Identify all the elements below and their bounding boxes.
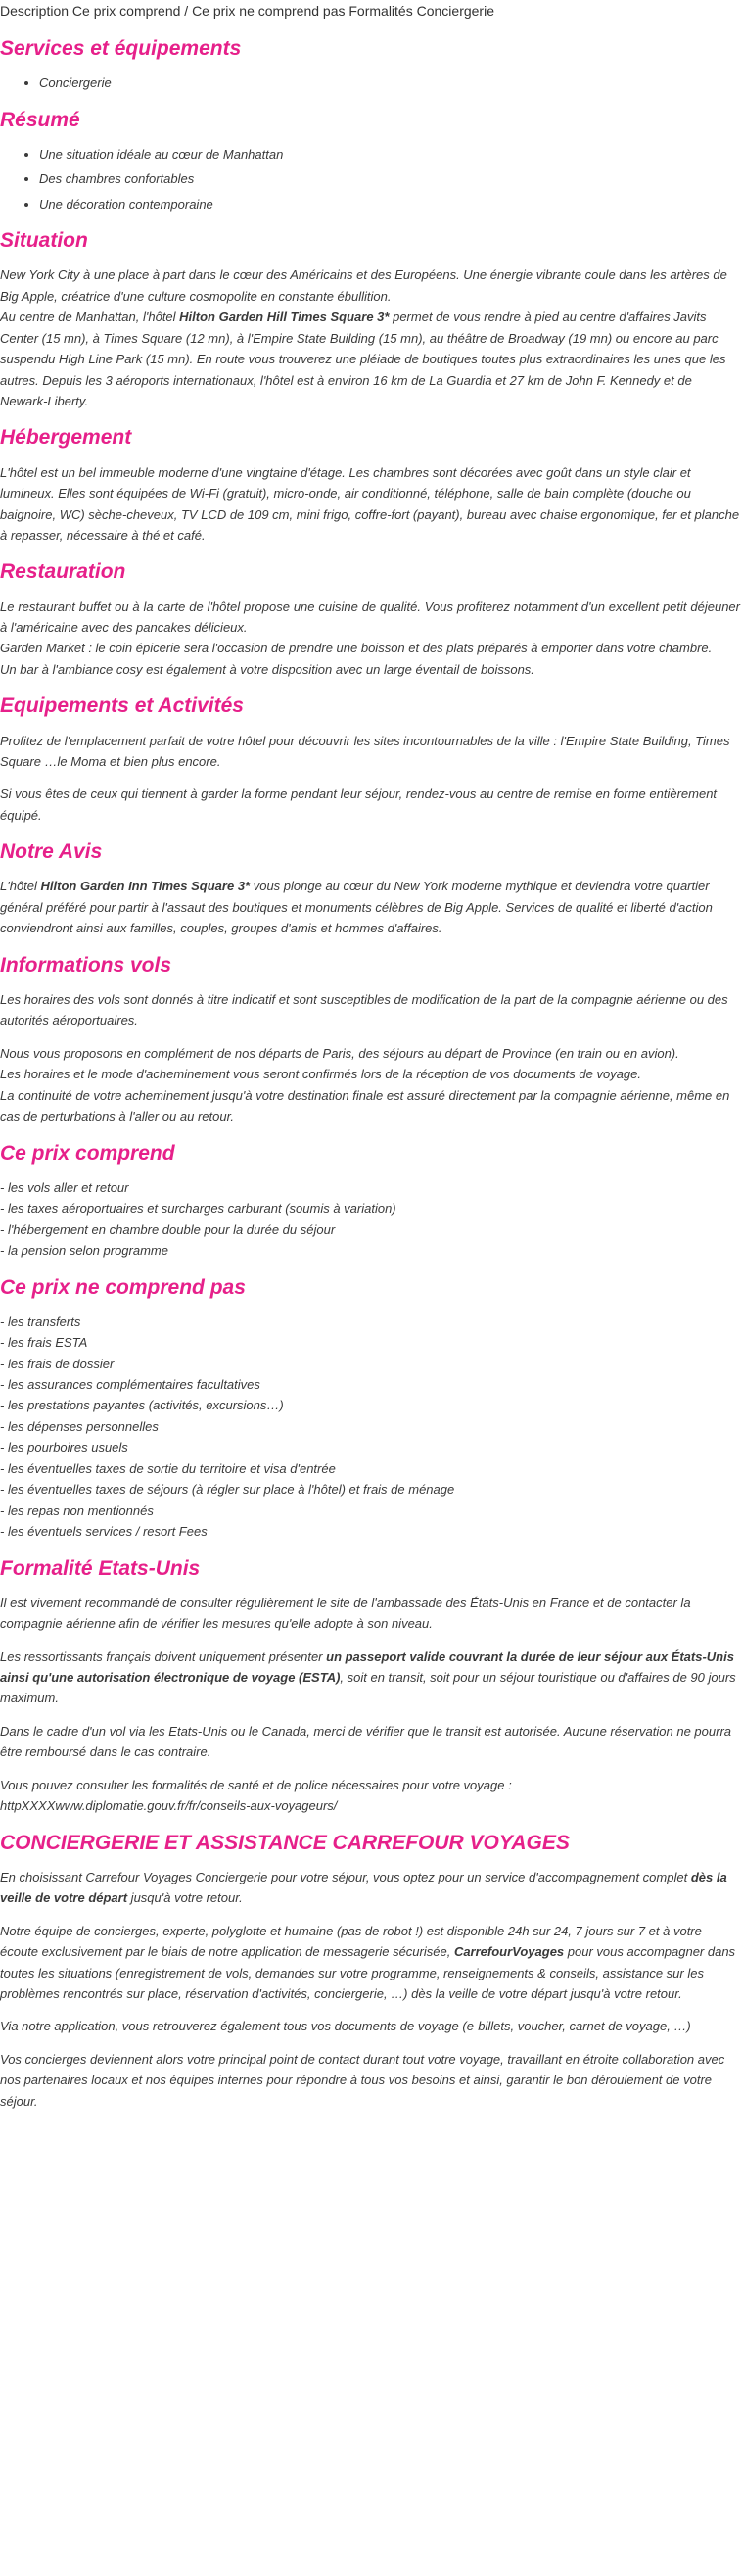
conciergerie-heading: CONCIERGERIE ET ASSISTANCE CARREFOUR VOYAGES — [0, 1831, 570, 1854]
list-item: - l'hébergement en chambre double pour la durée du séjour — [0, 1221, 336, 1237]
restauration-paragraph: Le restaurant buffet ou à la carte de l'hôtel propose une cuisine de qualité. Vous profiterez notamment d'un excellent petit déjeuner à l'américaine avec des pancakes délicieux. — [0, 598, 740, 636]
list-item: - les taxes aéroportuaires et surcharges carburant (soumis à variation) — [0, 1201, 396, 1216]
list-item: - les pourboires usuels — [0, 1440, 128, 1455]
equipements-heading: Equipements et Activités — [0, 694, 244, 718]
spacer — [0, 1909, 740, 1921]
spacer — [0, 772, 740, 784]
formalite-paragraph: Dans le cadre d'un vol via les Etats-Unis ou le Canada, merci de vérifier que le transit est autorisée. Aucune réservation ne pourra être remboursé dans le cas contraire. — [0, 1723, 731, 1760]
formalite-paragraph — [0, 1646, 740, 1709]
list-item: - les frais ESTA — [0, 1335, 88, 1351]
highlight: dès la veille de votre départ — [0, 1869, 727, 1906]
requirement-highlight: un passeport valide couvrant la durée de leur séjour aux États-Unis ainsi qu'une autorisation électronique de voyage (ESTA) — [0, 1648, 734, 1686]
spacer — [0, 1763, 740, 1775]
restauration-paragraph: Garden Market : le coin épicerie sera l'occasion de prendre une boisson et des plats préparés à emporter dans votre chambre. — [0, 641, 713, 656]
avis-heading: Notre Avis — [0, 840, 103, 864]
hebergement-heading: Hébergement — [0, 426, 132, 450]
list-item: - les transferts — [0, 1313, 81, 1329]
list-item: - les éventuelles taxes de séjours (à régler sur place à l'hôtel) et frais de ménage — [0, 1482, 455, 1498]
list-item: - les éventuelles taxes de sortie du territoire et visa d'entrée — [0, 1460, 336, 1476]
vols-paragraph: La continuité de votre acheminement jusqu'à votre destination finale est assuré directement par la compagnie aérienne, même en cas de perturbations à l'aller ou au retour. — [0, 1087, 730, 1124]
formalite-paragraph: Il est vivement recommandé de consulter régulièrement le site de l'ambassade des États-Unis en France et de contacter la compagnie aérienne afin de vérifier les mesures qu'elle adopte à son niveau. — [0, 1595, 691, 1632]
tab-nav[interactable]: Description Ce prix comprend / Ce prix ne comprend pas Formalités Conciergerie — [0, 3, 494, 19]
vols-paragraph: Nous vous proposons en complément de nos départs de Paris, des séjours au départ de Province (en train ou en avion). — [0, 1045, 679, 1061]
equipements-text — [0, 731, 740, 827]
text-span: Au centre de Manhattan, l'hôtel — [0, 310, 180, 325]
spacer — [0, 1709, 740, 1721]
list-item: • Une situation idéale au cœur de Manhattan — [39, 144, 740, 165]
text-span: , soit en transit, soit pour un séjour touristique ou d'affaires de 90 jours maximum. — [0, 1670, 736, 1706]
text-span: L'hôtel — [0, 879, 41, 894]
spacer — [0, 2037, 740, 2049]
list-item: - les dépenses personnelles — [0, 1418, 159, 1434]
formalite-text — [0, 1593, 740, 1817]
app-name: CarrefourVoyages — [453, 1944, 565, 1960]
list-item: • Une décoration contemporaine — [39, 194, 740, 215]
list-item: • Des chambres confortables — [39, 168, 740, 189]
list-item: - les repas non mentionnés — [0, 1503, 154, 1518]
list-item: - les prestations payantes (activités, excursions…) — [0, 1398, 284, 1413]
restauration-paragraph: Un bar à l'ambiance cosy est également à votre disposition avec un large éventail de boissons. — [0, 661, 534, 677]
conciergerie-paragraph: Vos concierges deviennent alors votre principal point de contact durant tout votre voyage, travaillant en étroite collaboration avec nos partenaires locaux et nos équipes internes pour répondre à tous vos besoins et ainsi, garantir le bon déroulement de votre séjour. — [0, 2051, 725, 2109]
equipements-paragraph: Si vous êtes de ceux qui tiennent à garder la forme pendant leur séjour, rendez-vous au centre de remise en forme entièrement équipé. — [0, 787, 718, 823]
text-span: Les ressortissants français doivent uniquement présenter — [0, 1648, 327, 1664]
spacer — [0, 1635, 740, 1646]
spacer — [0, 1031, 740, 1043]
vols-paragraph: Les horaires des vols sont donnés à titre indicatif et sont susceptibles de modification de la part de la compagnie aérienne ou des autorités aéroportuaires. — [0, 991, 728, 1028]
comprend-list — [0, 1177, 740, 1262]
hebergement-text — [0, 462, 740, 547]
text-span: En choisissant Carrefour Voyages Conciergerie pour votre séjour, vous optez pour un service d'accompagnement complet — [0, 1869, 691, 1884]
restauration-text — [0, 596, 740, 681]
vols-heading: Informations vols — [0, 953, 172, 977]
situation-paragraph: New York City à une place à part dans le cœur des Américains et des Européens. Une énergie vibrante coule dans les artères de Big Apple, créatrice d'une culture cosmopolite en constante ébullition. — [0, 267, 727, 304]
list-item: - les frais de dossier — [0, 1356, 115, 1371]
hebergement-paragraph: L'hôtel est un bel immeuble moderne d'une vingtaine d'étage. Les chambres sont décorées avec goût dans un style clair et lumineux. Elles sont équipées de Wi-Fi (gratuit), micro-onde, air conditionné, téléphone, salle de bain complète (douche ou baignoire, WC) sèche-cheveux, TV LCD de 109 cm, mini frigo, coffre-fort (payant), bureau avec chaise ergonomique, fer et planche à repasser, nécessaire à thé et café. — [0, 464, 740, 543]
comprend-heading: Ce prix comprend — [0, 1141, 175, 1165]
formalite-paragraph: Vous pouvez consulter les formalités de santé et de police nécessaires pour votre voyage : httpXXXXwww.diplomatie.gouv.fr/fr/conseils-aux-voyageurs/ — [0, 1777, 512, 1814]
resume-list — [0, 144, 740, 215]
text-span: pour vous accompagner dans toutes les situations (enregistrement de vols, demandes sur votre programme, renseignements & conseils, assistance sur les problèmes rencontrés sur place, réservation d'activités, conciergerie, …) dès la veille de votre départ jusqu'à votre retour. — [0, 1944, 736, 2002]
avis-paragraph — [0, 876, 740, 938]
text-span: permet de vous rendre à pied au centre d'affaires Javits Center (15 mn), à Times Square (12 mn), à l'Empire State Building (15 mn), au théâtre de Broadway (19 mn) ou encore au parc suspendu High Line Park (15 mn). En route vous trouverez une pléiade de boutiques toutes plus extraordinaires les unes que les autres. Depuis les 3 aéroports internationaux, l'hôtel est à environ 16 km de La Guardia et 27 km de John F. Kennedy et de Newark-Liberty. — [0, 310, 726, 409]
hotel-name: Hilton Garden Hill Times Square 3* — [179, 310, 390, 325]
hotel-name: Hilton Garden Inn Times Square 3* — [40, 879, 251, 894]
vols-paragraph: Les horaires et le mode d'acheminement vous seront confirmés lors de la réception de vos documents de voyage. — [0, 1067, 642, 1082]
spacer — [0, 2004, 740, 2016]
text-span: Notre équipe de concierges, experte, polyglotte et humaine (pas de robot !) est disponible 24h sur 24, 7 jours sur 7 et à votre écoute exclusivement par le biais de notre application de messagerie sécurisée, — [0, 1923, 702, 1960]
vols-text — [0, 989, 740, 1127]
conciergerie-paragraph: Via notre application, vous retrouverez également tous vos documents de voyage (e-billets, voucher, carnet de voyage, …) — [0, 2019, 691, 2034]
list-item: - les éventuels services / resort Fees — [0, 1524, 208, 1540]
ne-comprend-list — [0, 1312, 740, 1543]
avis-text — [0, 876, 740, 938]
list-item: - les vols aller et retour — [0, 1179, 129, 1195]
resume-heading: Résumé — [0, 108, 80, 131]
formalite-heading: Formalité Etats-Unis — [0, 1556, 201, 1580]
situation-heading: Situation — [0, 229, 88, 253]
text-span: vous plonge au cœur du New York moderne mythique et deviendra votre quartier général préféré pour partir à l'assaut des boutiques et monuments célèbres de Big Apple. Services de qualité et liberté d'action conviendront ainsi aux familles, couples, groupes d'amis et hommes d'affaires. — [0, 879, 713, 936]
equipements-paragraph: Profitez de l'emplacement parfait de votre hôtel pour découvrir les sites incontournables de la ville : l'Empire State Building, Times Square …le Moma et bien plus encore. — [0, 733, 730, 769]
ne-comprend-heading: Ce prix ne comprend pas — [0, 1275, 246, 1299]
text-span: jusqu'à votre retour. — [127, 1890, 243, 1906]
restauration-heading: Restauration — [0, 560, 126, 584]
services-heading: Services et équipements — [0, 37, 242, 61]
conciergerie-paragraph — [0, 1921, 740, 2005]
situation-text — [0, 264, 740, 411]
situation-paragraph — [0, 307, 740, 411]
list-item: - les assurances complémentaires facultatives — [0, 1377, 260, 1393]
conciergerie-text — [0, 1867, 740, 2112]
conciergerie-paragraph — [0, 1867, 740, 1909]
services-list — [0, 72, 740, 93]
list-item: - la pension selon programme — [0, 1243, 168, 1259]
list-item: • Conciergerie — [39, 72, 740, 93]
